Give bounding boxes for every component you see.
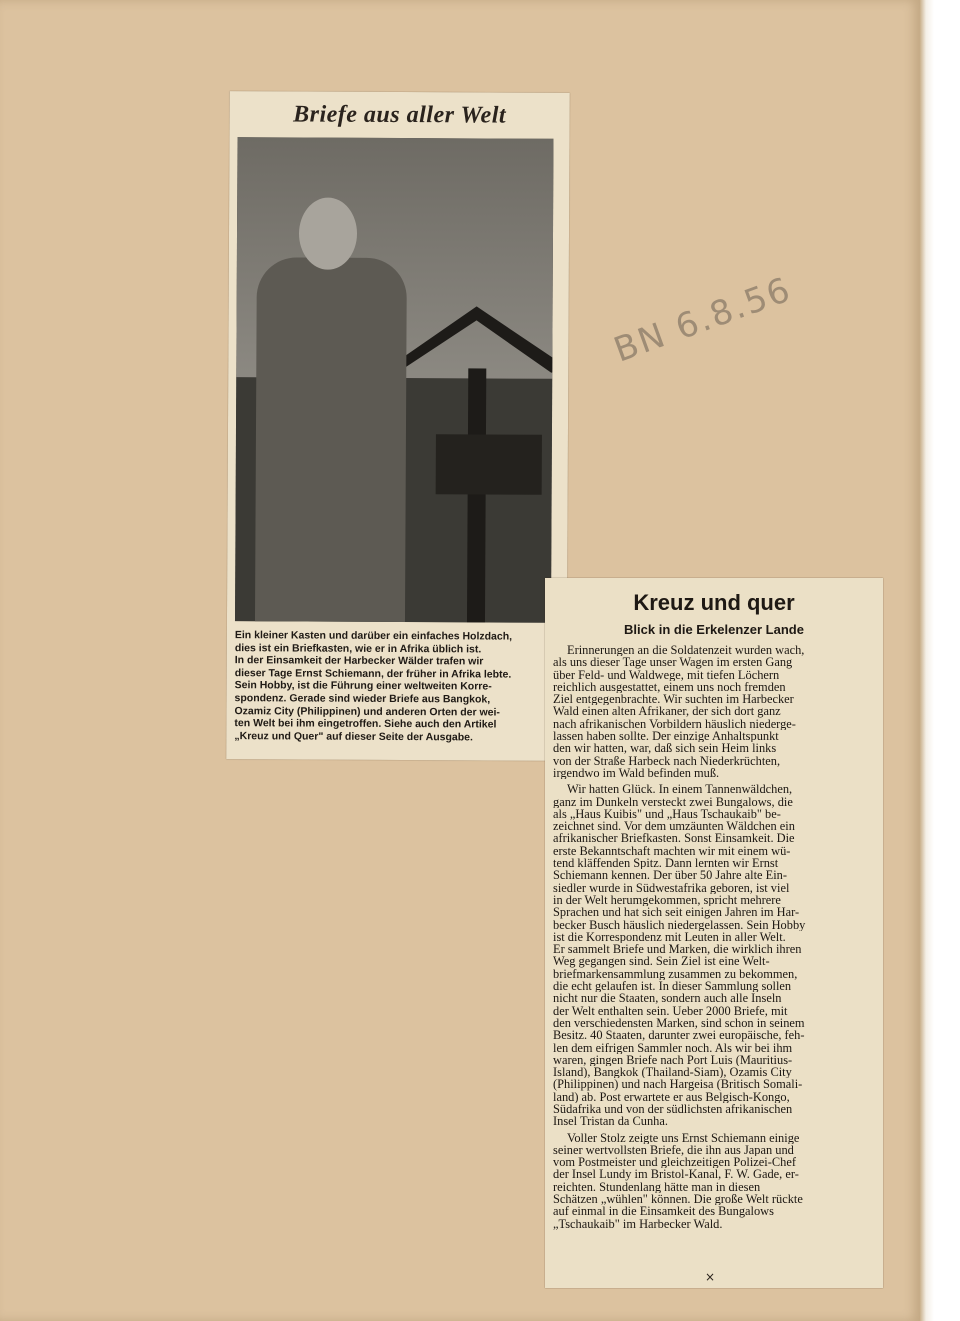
- article-line: „Tschaukaib" im Harbecker Wald.: [553, 1217, 723, 1230]
- article-line: Sprachen und hat sich seit einigen Jahren im Har-: [553, 906, 800, 919]
- article-line: Wir hatten Glück. In einem Tannenwäldchen,: [567, 783, 793, 796]
- article-line: Schätzen „wühlen" können. Die große Welt rückte: [553, 1193, 803, 1206]
- article-body: [553, 644, 875, 1230]
- handwritten-date-note: BN 6.8.56: [608, 269, 797, 371]
- article-line: lassen haben sollte. Der einzige Anhaltspunkt: [553, 730, 779, 743]
- article-clipping: [545, 578, 883, 1288]
- article-line: vom Postmeister und gleichzeitigen Polizei-Chef: [553, 1156, 796, 1169]
- photo-clipping: [226, 91, 569, 761]
- caption-line: dies ist ein Briefkasten, wie er in Afrika üblich ist.: [234, 641, 482, 656]
- article-line: der Insel Lundy im Bristol-Kanal, F. W. Gade, er-: [553, 1168, 799, 1181]
- article-line: siedler wurde in Südwestafrika geboren, ist viel: [553, 881, 790, 894]
- article-line: nach afrikanischen Vorbildern häuslich niederge-: [553, 717, 796, 731]
- article-line: Südafrika und von der südlichsten afrikanischen: [553, 1102, 793, 1116]
- article-line: tend kläffenden Spitz. Dann lernten wir Ernst: [553, 857, 779, 870]
- article-line: becker Busch häuslich niedergelassen. Sein Hobby: [553, 918, 806, 931]
- article-line: waren, gingen Briefe nach Port Luis (Mauritius-: [553, 1053, 793, 1067]
- caption-line: „Kreuz und Quer" auf dieser Seite der Ausgabe.: [234, 729, 473, 744]
- article-line: als „Haus Kuibis" und „Haus Tschaukaib" be-: [553, 807, 781, 821]
- article-line: der Welt enthalten sein. Ueber 2000 Briefe, mit: [553, 1004, 788, 1017]
- article-line: Er sammelt Briefe und Marken, die wirklich ihren: [553, 943, 802, 956]
- article-line: Ziel entgegenbrachte. Wir suchten im Harbecker: [553, 693, 794, 706]
- man-head: [299, 197, 357, 269]
- photo-caption: [234, 629, 553, 744]
- paragraph-3: [553, 1132, 875, 1230]
- article-line: erste Bekanntschaft machten wir mit einem wü-: [553, 844, 791, 858]
- caption-line: dieser Tage Ernst Schiemann, der früher in Afrika lebte.: [234, 666, 512, 681]
- article-line: Weg gegangen sind. Sein Ziel ist eine Welt-: [553, 955, 770, 968]
- caption-line: In der Einsamkeit der Harbecker Wälder trafen wir: [234, 654, 484, 668]
- article-line: Erinnerungen an die Soldatenzeit wurden wach,: [567, 644, 805, 657]
- article-line: ganz im Dunkeln versteckt zwei Bungalows, die: [553, 795, 793, 808]
- article-line: nicht nur die Staaten, sondern auch alle Inseln: [553, 992, 782, 1005]
- man-figure: [255, 257, 407, 623]
- clipping-heading: Briefe aus aller Welt: [293, 101, 507, 129]
- mailbox-post: [467, 368, 486, 622]
- article-line: Insel Tristan da Cunha.: [553, 1115, 668, 1128]
- paragraph-1: [553, 644, 875, 779]
- end-mark: ×: [705, 1270, 716, 1284]
- article-line: afrikanischer Briefkasten. Sonst Einsamkeit. Die: [553, 832, 795, 845]
- article-line: Schiemann kennen. Der über 50 Jahre alte Ein-: [553, 869, 787, 882]
- caption-line: Ozamiz City (Philippinen) und anderen Orten der wei-: [234, 704, 500, 719]
- article-line: Besitz. 40 Staaten, darunter zwei europäische, feh-: [553, 1029, 805, 1042]
- article-line: die echt gelaufen ist. In dieser Sammlung sollen: [553, 980, 792, 993]
- caption-line: ten Welt bei ihm eingetroffen. Siehe auch den Artikel: [234, 717, 497, 731]
- article-line: über Feld- und Waldwege, mit tiefen Löchern: [553, 668, 780, 681]
- caption-line: Sein Hobby, ist die Führung einer weltweiten Korre-: [234, 679, 492, 693]
- article-line: in der Welt herumgekommen, spricht mehrere: [553, 893, 781, 907]
- article-line: len dem eifrigen Sammler noch. Als wir bei ihm: [553, 1041, 793, 1054]
- newspaper-photo: [235, 137, 554, 623]
- article-line: als uns dieser Tage unser Wagen im ersten Gang: [553, 656, 793, 669]
- article-line: ist die Korrespondenz mit Leuten in aller Welt.: [553, 930, 786, 944]
- article-line: (Philippinen) und nach Hargeisa (Britisch Somali-: [553, 1078, 803, 1091]
- mailbox: [436, 434, 542, 495]
- article-line: reichten. Stundenlang hätte man in diesen: [553, 1180, 761, 1194]
- article-line: von der Straße Harbeck nach Niederkrüchten,: [553, 754, 781, 767]
- article-subtitle: Blick in die Erkelenzer Lande: [624, 622, 804, 637]
- article-line: seiner wertvollsten Briefe, die ihn aus Japan und: [553, 1143, 794, 1157]
- article-line: briefmarkensammlung zusammen zu bekommen,: [553, 967, 798, 981]
- caption-line: Ein kleiner Kasten und darüber ein einfaches Holzdach,: [234, 629, 513, 643]
- article-line: irgendwo im Wald befinden muß.: [553, 766, 720, 780]
- caption-line: spondenz. Gerade sind wieder Briefe aus Bangkok,: [234, 692, 491, 706]
- article-title: Kreuz und quer: [633, 590, 795, 615]
- article-line: den wir hatten, war, daß sich sein Heim links: [553, 742, 777, 755]
- article-line: zeichnet sind. Vor dem umzäunten Wäldchen ein: [553, 820, 795, 833]
- paragraph-2: [553, 783, 875, 1127]
- article-line: den verschiedensten Marken, sind schon in seinem: [553, 1016, 805, 1030]
- article-line: Voller Stolz zeigte uns Ernst Schiemann einige: [567, 1131, 800, 1144]
- article-line: auf einmal in die Einsamkeit des Bungalows: [553, 1205, 774, 1218]
- page-edge: [920, 0, 960, 1321]
- article-line: land) ab. Post erwartete er aus Belgisch-Kongo,: [553, 1090, 790, 1103]
- article-line: Island), Bangkok (Thailand-Siam), Ozamis City: [553, 1066, 792, 1079]
- article-line: Wald einen alten Afrikaner, der sich dort ganz: [553, 705, 781, 718]
- article-line: reichlich ausgestattet, einem uns noch fremden: [553, 680, 786, 694]
